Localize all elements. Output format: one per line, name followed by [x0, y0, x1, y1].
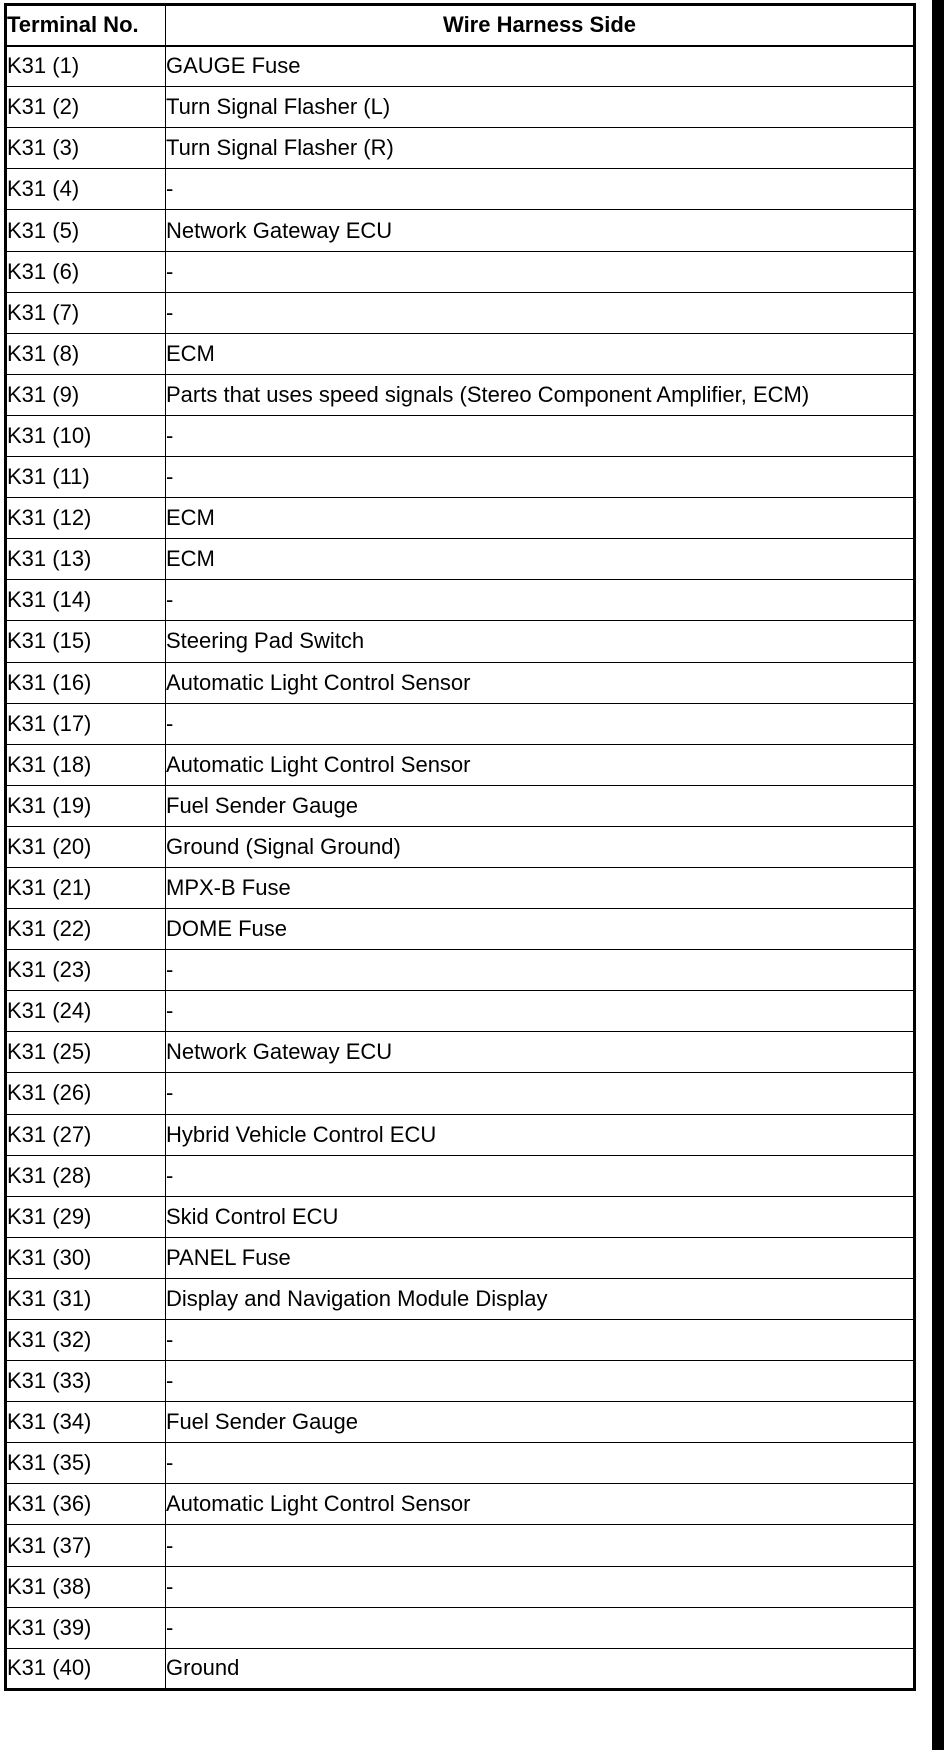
terminal-number-cell: K31 (24) [6, 991, 166, 1032]
terminal-number-cell: K31 (33) [6, 1361, 166, 1402]
wire-harness-side-cell: ECM [166, 333, 915, 374]
table-row [6, 1237, 915, 1278]
table-row [6, 785, 915, 826]
terminal-number-cell: K31 (3) [6, 128, 166, 169]
table-row [6, 539, 915, 580]
terminal-number-cell: K31 (7) [6, 292, 166, 333]
terminal-number-cell: K31 (10) [6, 415, 166, 456]
terminal-number-cell: K31 (27) [6, 1114, 166, 1155]
terminal-number-cell: K31 (35) [6, 1443, 166, 1484]
wire-harness-side-cell: - [166, 292, 915, 333]
table-row [6, 1648, 915, 1689]
terminal-number-cell: K31 (34) [6, 1402, 166, 1443]
wire-harness-side-cell: - [166, 1607, 915, 1648]
wire-harness-side-cell: PANEL Fuse [166, 1237, 915, 1278]
table-header [6, 5, 915, 46]
wire-harness-side-cell: Automatic Light Control Sensor [166, 662, 915, 703]
wire-harness-side-cell: Fuel Sender Gauge [166, 785, 915, 826]
wire-harness-side-cell: DOME Fuse [166, 909, 915, 950]
table-row [6, 621, 915, 662]
table-row [6, 415, 915, 456]
header-row [6, 5, 915, 46]
table-row [6, 210, 915, 251]
terminal-number-cell: K31 (4) [6, 169, 166, 210]
table-row [6, 744, 915, 785]
terminal-number-cell: K31 (20) [6, 826, 166, 867]
table-body [6, 46, 915, 1690]
terminal-number-cell: K31 (18) [6, 744, 166, 785]
table-row [6, 457, 915, 498]
table-row [6, 292, 915, 333]
wire-harness-side-cell: - [166, 991, 915, 1032]
terminal-number-cell: K31 (12) [6, 498, 166, 539]
wire-harness-side-cell: MPX-B Fuse [166, 867, 915, 908]
wire-harness-side-cell: - [166, 1525, 915, 1566]
wire-harness-side-cell: - [166, 457, 915, 498]
terminal-number-cell: K31 (23) [6, 950, 166, 991]
terminal-number-cell: K31 (32) [6, 1320, 166, 1361]
wire-harness-side-cell: Steering Pad Switch [166, 621, 915, 662]
wire-harness-side-cell: Parts that uses speed signals (Stereo Component Amplifier, ECM) [166, 374, 915, 415]
table-row [6, 1155, 915, 1196]
terminal-number-cell: K31 (13) [6, 539, 166, 580]
table-row [6, 46, 915, 87]
wire-harness-side-cell: Display and Navigation Module Display [166, 1278, 915, 1319]
table-row [6, 826, 915, 867]
table-row [6, 1566, 915, 1607]
terminal-number-cell: K31 (39) [6, 1607, 166, 1648]
page-edge-bar [932, 0, 944, 1750]
wire-harness-side-cell: Automatic Light Control Sensor [166, 1484, 915, 1525]
terminal-number-cell: K31 (6) [6, 251, 166, 292]
terminal-number-cell: K31 (26) [6, 1073, 166, 1114]
wire-harness-side-cell: Skid Control ECU [166, 1196, 915, 1237]
wire-harness-side-cell: Fuel Sender Gauge [166, 1402, 915, 1443]
table-row [6, 703, 915, 744]
table-row [6, 87, 915, 128]
table-row [6, 1443, 915, 1484]
wire-harness-side-cell: - [166, 1155, 915, 1196]
terminal-number-cell: K31 (38) [6, 1566, 166, 1607]
wire-harness-side-cell: - [166, 1361, 915, 1402]
wire-harness-side-cell: - [166, 1320, 915, 1361]
table-row [6, 1320, 915, 1361]
terminal-number-cell: K31 (25) [6, 1032, 166, 1073]
wire-harness-side-cell: Network Gateway ECU [166, 1032, 915, 1073]
wire-harness-side-cell: - [166, 703, 915, 744]
terminal-number-cell: K31 (21) [6, 867, 166, 908]
terminal-table [4, 3, 916, 1691]
wire-harness-side-cell: - [166, 169, 915, 210]
wire-harness-side-cell: Hybrid Vehicle Control ECU [166, 1114, 915, 1155]
terminal-number-cell: K31 (11) [6, 457, 166, 498]
table-row [6, 169, 915, 210]
harness-column-header: Wire Harness Side [166, 5, 915, 46]
table-row [6, 1361, 915, 1402]
terminal-number-cell: K31 (37) [6, 1525, 166, 1566]
table-row [6, 950, 915, 991]
terminal-number-cell: K31 (31) [6, 1278, 166, 1319]
terminal-number-cell: K31 (2) [6, 87, 166, 128]
wire-harness-side-cell: - [166, 251, 915, 292]
terminal-number-cell: K31 (28) [6, 1155, 166, 1196]
terminal-number-cell: K31 (14) [6, 580, 166, 621]
terminal-number-cell: K31 (1) [6, 46, 166, 87]
terminal-column-header: Terminal No. [6, 5, 166, 46]
terminal-number-cell: K31 (30) [6, 1237, 166, 1278]
wire-harness-side-cell: ECM [166, 498, 915, 539]
table-row [6, 991, 915, 1032]
terminal-number-cell: K31 (17) [6, 703, 166, 744]
wire-harness-side-cell: - [166, 1443, 915, 1484]
table-row [6, 1114, 915, 1155]
terminal-number-cell: K31 (15) [6, 621, 166, 662]
wire-harness-side-cell: - [166, 580, 915, 621]
table-row [6, 128, 915, 169]
terminal-number-cell: K31 (40) [6, 1648, 166, 1689]
terminal-number-cell: K31 (19) [6, 785, 166, 826]
wire-harness-side-cell: Network Gateway ECU [166, 210, 915, 251]
terminal-number-cell: K31 (5) [6, 210, 166, 251]
table-row [6, 867, 915, 908]
table-row [6, 1484, 915, 1525]
terminal-number-cell: K31 (36) [6, 1484, 166, 1525]
terminal-number-cell: K31 (29) [6, 1196, 166, 1237]
table-row [6, 1073, 915, 1114]
table-row [6, 580, 915, 621]
wire-harness-side-cell: - [166, 1566, 915, 1607]
table-row [6, 374, 915, 415]
wire-harness-side-cell: Ground [166, 1648, 915, 1689]
wire-harness-side-cell: - [166, 1073, 915, 1114]
wire-harness-side-cell: Ground (Signal Ground) [166, 826, 915, 867]
table-row [6, 251, 915, 292]
table-row [6, 1607, 915, 1648]
table-row [6, 1525, 915, 1566]
table-row [6, 1196, 915, 1237]
table-row [6, 662, 915, 703]
terminal-number-cell: K31 (9) [6, 374, 166, 415]
table-row [6, 1402, 915, 1443]
wire-harness-side-cell: Automatic Light Control Sensor [166, 744, 915, 785]
table-row [6, 498, 915, 539]
wire-harness-side-cell: Turn Signal Flasher (L) [166, 87, 915, 128]
wire-harness-side-cell: ECM [166, 539, 915, 580]
table-row [6, 909, 915, 950]
terminal-number-cell: K31 (8) [6, 333, 166, 374]
wire-harness-side-cell: - [166, 415, 915, 456]
table-row [6, 333, 915, 374]
terminal-number-cell: K31 (22) [6, 909, 166, 950]
terminal-number-cell: K31 (16) [6, 662, 166, 703]
wire-harness-side-cell: Turn Signal Flasher (R) [166, 128, 915, 169]
table-row [6, 1032, 915, 1073]
wire-harness-side-cell: - [166, 950, 915, 991]
table-row [6, 1278, 915, 1319]
wire-harness-side-cell: GAUGE Fuse [166, 46, 915, 87]
